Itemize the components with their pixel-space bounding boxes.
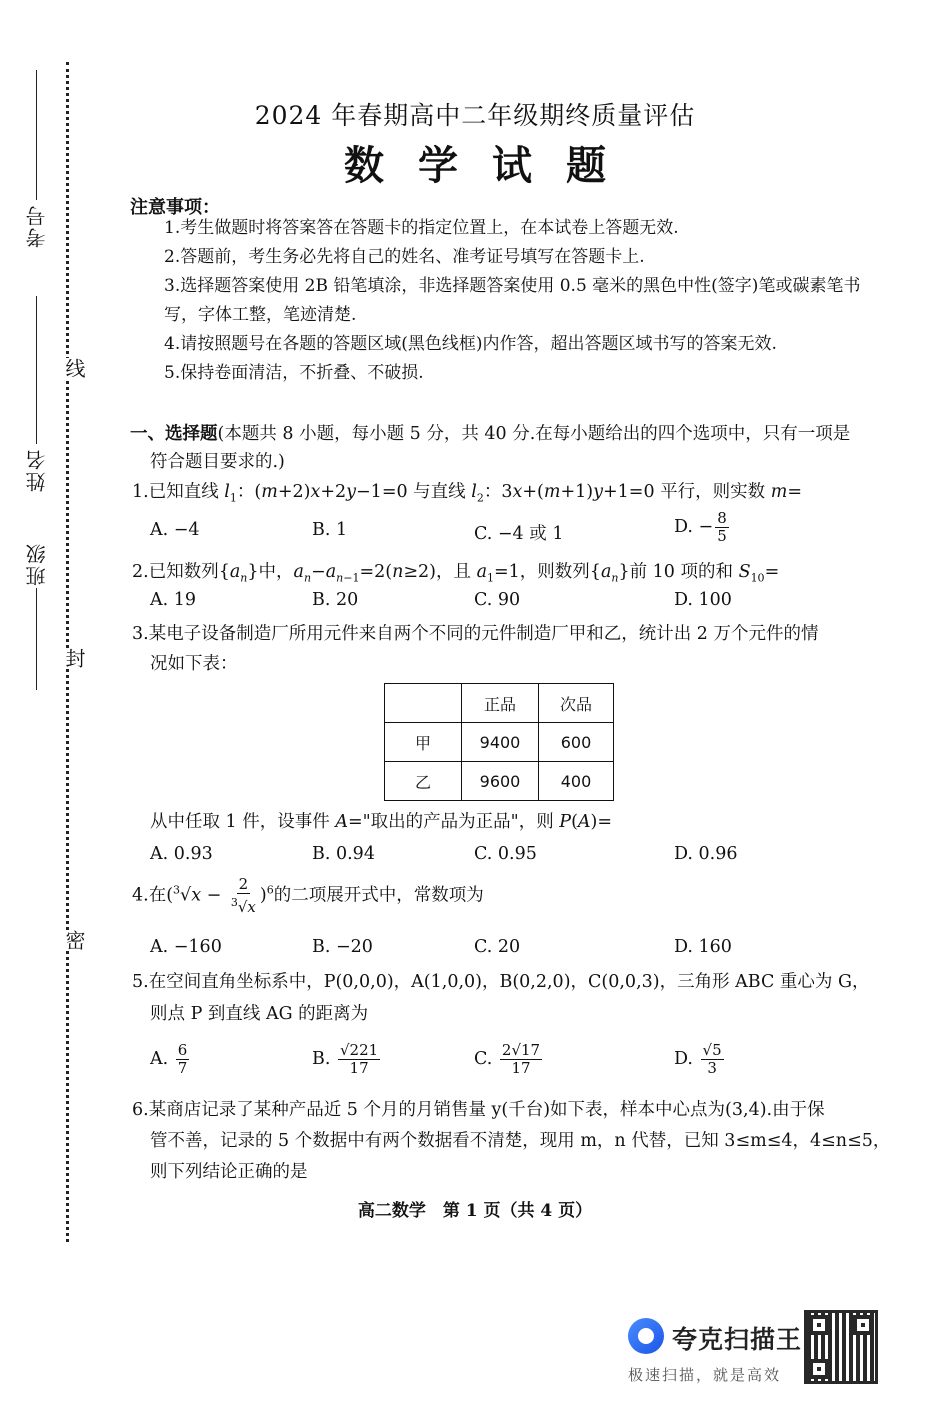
q2-option-b: B. 20: [312, 590, 359, 610]
question-4: 4.在($^3$√x − $\frac{2}{^3√x}$ )$^6$的二项展开式中，常数项为: [132, 875, 484, 916]
class-label: 班级: [25, 542, 49, 586]
question-5-line-2: 则点 P 到直线 AG 的距离为: [150, 1004, 369, 1024]
notice-item: 4.请按照题号在各题的答题区域(黑色线框)内作答，超出答题区域书写的答案无效.: [164, 334, 777, 354]
table-cell: 乙: [385, 762, 462, 801]
q2-option-c: C. 90: [474, 590, 521, 610]
mark-secret: 密: [60, 930, 89, 950]
q5-option-c: C. $\frac{2√17}{17}$: [474, 1041, 541, 1077]
question-1: 1.已知直线 $l_1$：(m+2)x+2y−1=0 与直线 $l_2$：3x+(m+1)y+1=0 平行，则实数 m=: [132, 482, 803, 505]
q5-option-b: B. $\frac{√221}{17}$: [312, 1041, 379, 1077]
q4-option-b: B. −20: [312, 937, 373, 957]
exam-no-label: 考号: [25, 204, 49, 248]
question-6-line-3: 则下列结论正确的是: [150, 1162, 308, 1182]
table-row: [385, 723, 614, 762]
q4-option-d: D. 160: [674, 937, 732, 957]
section-heading: [130, 420, 875, 448]
question-6-line-2: 管不善，记录的 5 个数据中有两个数据看不清楚，现用 m，n 代替，已知 3≤m≤4，4≤n≤5，: [150, 1131, 891, 1151]
table-header-row: [385, 684, 614, 723]
q2-option-a: A. 19: [150, 590, 197, 610]
notice-heading: 注意事项：: [130, 197, 220, 218]
q5-option-a: A. $\frac{6}{7}$: [150, 1041, 188, 1077]
table-cell: 9400: [462, 723, 539, 762]
question-5-line-1: 5.在空间直角坐标系中，P(0,0,0)，A(1,0,0)，B(0,2,0)，C(0,0,3)，三角形 ABC 重心为 G，: [132, 972, 870, 992]
q5-option-d: D. $\frac{√5}{3}$: [674, 1041, 722, 1077]
q4-option-a: A. −160: [150, 937, 222, 957]
exam-title: 2024 年春期高中二年级期终质量评估: [254, 101, 696, 130]
qr-finder: [809, 1359, 829, 1379]
qr-code-icon: [804, 1310, 878, 1384]
q3-option-c: C. 0.95: [474, 844, 537, 864]
brand-slogan: 极速扫描，就是高效: [628, 1366, 782, 1384]
q1-option-c: C. −4 或 1: [474, 524, 564, 544]
notice-item: 5.保持卷面清洁，不折叠、不破损.: [164, 363, 424, 383]
q1-option-a: A. −4: [150, 520, 200, 540]
quark-logo-icon: [628, 1318, 664, 1354]
q4-option-c: C. 20: [474, 937, 521, 957]
q1-option-b: B. 1: [312, 520, 348, 540]
subject-title: 数学试题: [344, 142, 640, 189]
table-cell: 400: [539, 762, 614, 801]
q3-option-a: A. 0.93: [150, 844, 213, 864]
question-3-line-3: 从中任取 1 件，设事件 A="取出的产品为正品"，则 P(A)=: [150, 812, 613, 832]
question-3-line-1: 3.某电子设备制造厂所用元件来自两个不同的元件制造厂甲和乙，统计出 2 万个元件的情: [132, 624, 819, 644]
table-cell: [385, 684, 462, 723]
class-blank: [36, 588, 37, 690]
name-label: 姓名: [25, 448, 49, 492]
notice-item: 3.选择题答案使用 2B 铅笔填涂，非选择题答案使用 0.5 毫米的黑色中性(签字)笔或碳素笔书写，字体工整，笔迹清楚.: [164, 276, 861, 325]
table-cell: 次品: [539, 684, 614, 723]
q2-option-d: D. 100: [674, 590, 732, 610]
qr-finder: [809, 1315, 829, 1335]
question-2: 2.已知数列$\{a_n\}$中，$a_n-a_{n-1}=2(n\ge 2)$，且 $a_1=1$，则数列$\{a_n\}$前 10 项的和 $S_{10}=$: [132, 562, 780, 585]
mark-line: 线: [60, 358, 89, 378]
qr-finder: [853, 1315, 873, 1335]
table-cell: 甲: [385, 723, 462, 762]
table-cell: 600: [539, 723, 614, 762]
notice-item: 1.考生做题时将答案答在答题卡的指定位置上，在本试卷上答题无效.: [164, 218, 679, 238]
brand-name: 夸克扫描王: [672, 1325, 803, 1354]
section-desc: (本题共 8 小题，每小题 5 分，共 40 分.在每小题给出的四个选项中，只有一项是: [217, 424, 851, 444]
name-blank: [36, 296, 37, 444]
q3-table: [384, 683, 614, 801]
question-6-line-1: 6.某商店记录了某种产品近 5 个月的月销售量 y(千台)如下表，样本中心点为(3,4).由于保: [132, 1100, 825, 1120]
section-title: 一、选择题: [130, 424, 218, 444]
question-3-line-2: 况如下表：: [150, 654, 238, 674]
notice-item: 2.答题前，考生务必先将自己的姓名、准考证号填写在答题卡上.: [164, 247, 645, 267]
q1-option-d: D. − $\frac{8}{5}$: [674, 509, 727, 545]
table-cell: 正品: [462, 684, 539, 723]
q3-option-b: B. 0.94: [312, 844, 375, 864]
table-row: [385, 762, 614, 801]
page-footer: 高二数学 第 1 页（共 4 页）: [357, 1201, 593, 1221]
section-desc-2: 符合题目要求的.): [150, 452, 285, 472]
q3-option-d: D. 0.96: [674, 844, 738, 864]
table-cell: 9600: [462, 762, 539, 801]
mark-seal: 封: [60, 648, 89, 668]
